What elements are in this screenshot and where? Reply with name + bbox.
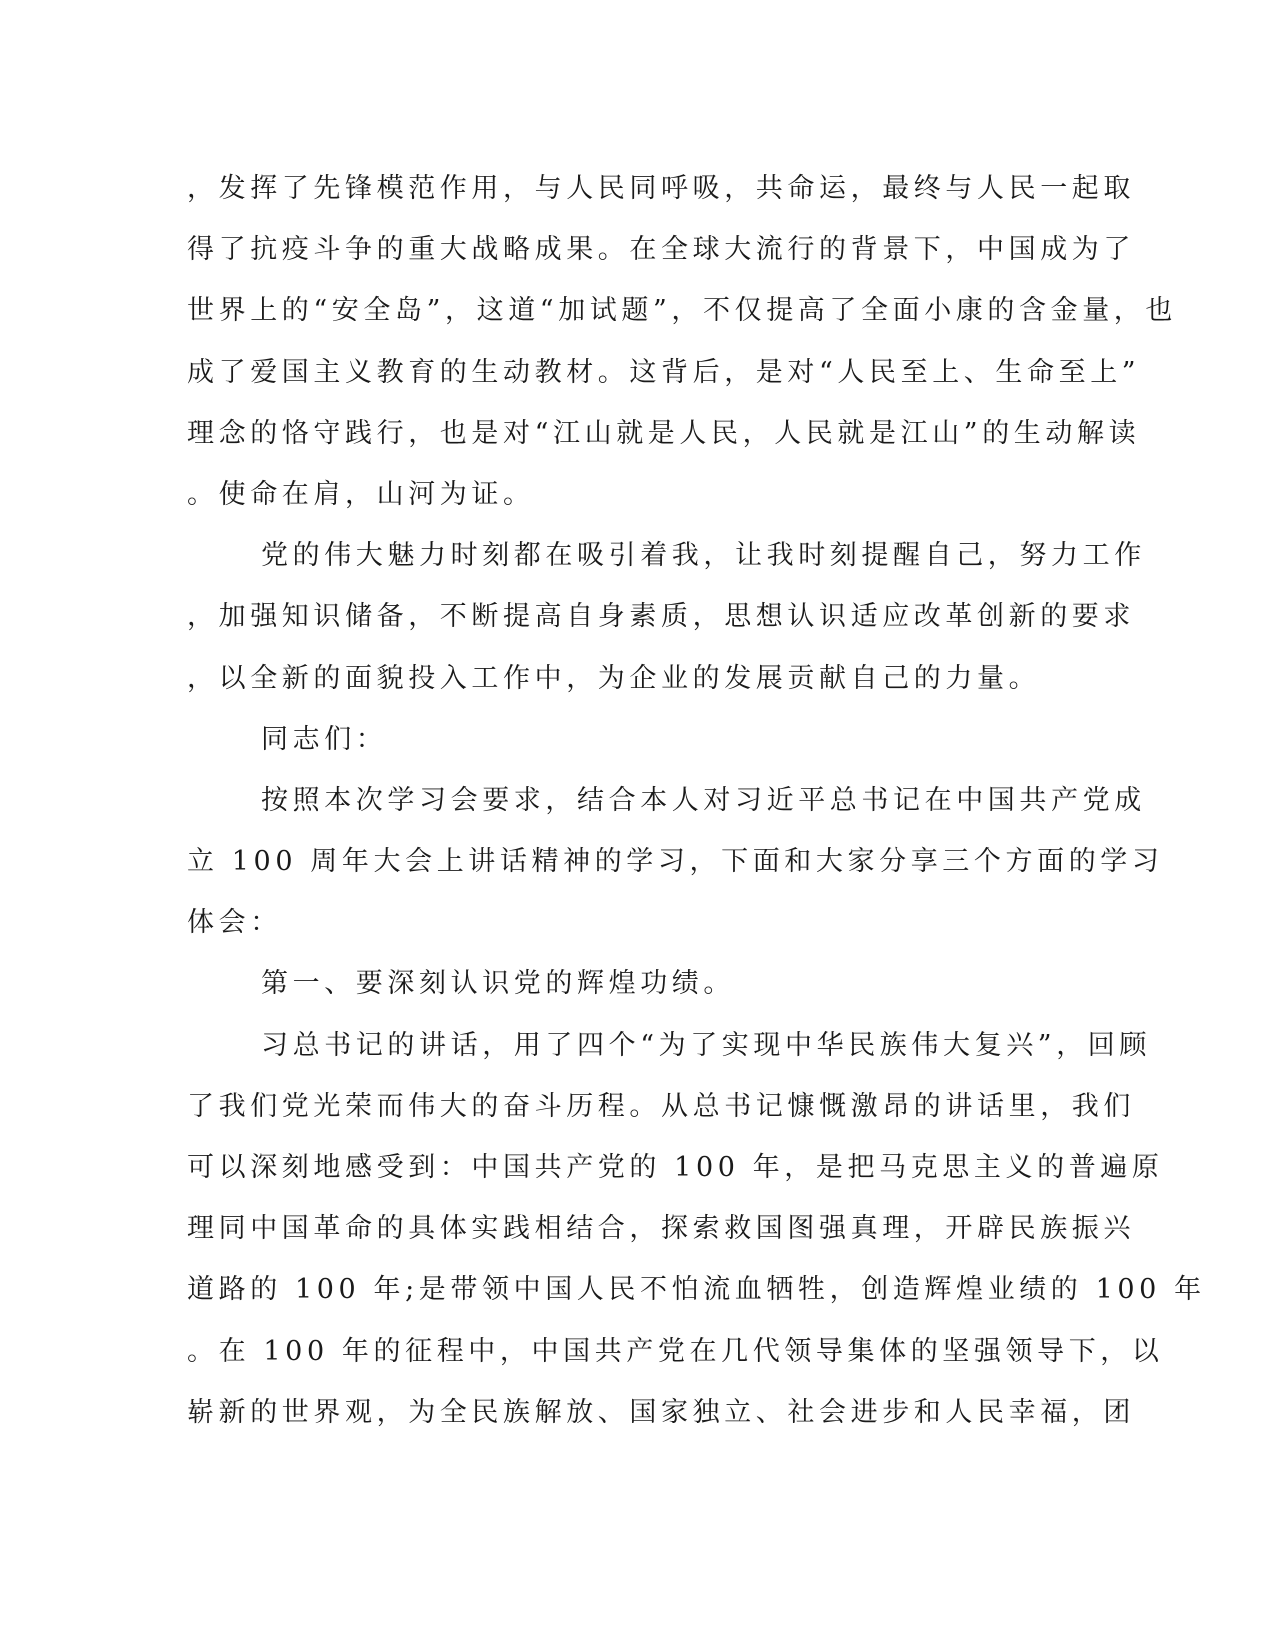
text-line: 了我们党光荣而伟大的奋斗历程。从总书记慷慨激昂的讲话里，我们 [187,1090,1135,1122]
text-line: 。使命在肩，山河为证。 [187,478,535,510]
body-text [187,158,1206,1443]
text-line: 可以深刻地感受到：中国共产党的 100 年，是把马克思主义的普遍原 [187,1152,1164,1183]
text-line: 理同中国革命的具体实践相结合，探索救国图强真理，开辟民族振兴 [187,1213,1135,1245]
text-line: 体会： [187,907,282,939]
text-line: 世界上的“安全岛”，这道“加试题”，不仅提高了全面小康的含金量，也 [187,295,1178,327]
text-line: ，发挥了先锋模范作用，与人民同呼吸，共命运，最终与人民一起取 [187,173,1135,204]
text-line: 成了爱国主义教育的生动教材。这背后，是对“人民至上、生命至上” [187,356,1141,388]
text-line: 。在 100 年的征程中，中国共产党在几代领导集体的坚强领导下，以 [187,1335,1164,1367]
text-line: 党的伟大魅力时刻都在吸引着我，让我时刻提醒自己，努力工作 [261,540,1146,572]
text-line: ，加强知识储备，不断提高自身素质，思想认识适应改革创新的要求 [187,601,1135,633]
text-line: 立 100 周年大会上讲话精神的学习，下面和大家分享三个方面的学习 [187,846,1164,878]
text-line: 得了抗疫斗争的重大战略成果。在全球大流行的背景下，中国成为了 [187,234,1135,266]
text-line: 道路的 100 年;是带领中国人民不怕流血牺牲，创造辉煌业绩的 100 年 [187,1274,1206,1306]
text-line: 按照本次学习会要求，结合本人对习近平总书记在中国共产党成 [261,784,1146,816]
text-line: 理念的恪守践行，也是对“江山就是人民，人民就是江山”的生动解读 [187,417,1141,449]
text-line: 第一、要深刻认识党的辉煌功绩。 [261,968,735,1000]
text-line: 同志们： [261,723,388,755]
text-line: 崭新的世界观，为全民族解放、国家独立、社会进步和人民幸福，团 [187,1396,1135,1428]
text-line: 习总书记的讲话，用了四个“为了实现中华民族伟大复兴”，回顾 [261,1029,1152,1061]
text-line: ，以全新的面貌投入工作中，为企业的发展贡献自己的力量。 [187,662,1041,694]
